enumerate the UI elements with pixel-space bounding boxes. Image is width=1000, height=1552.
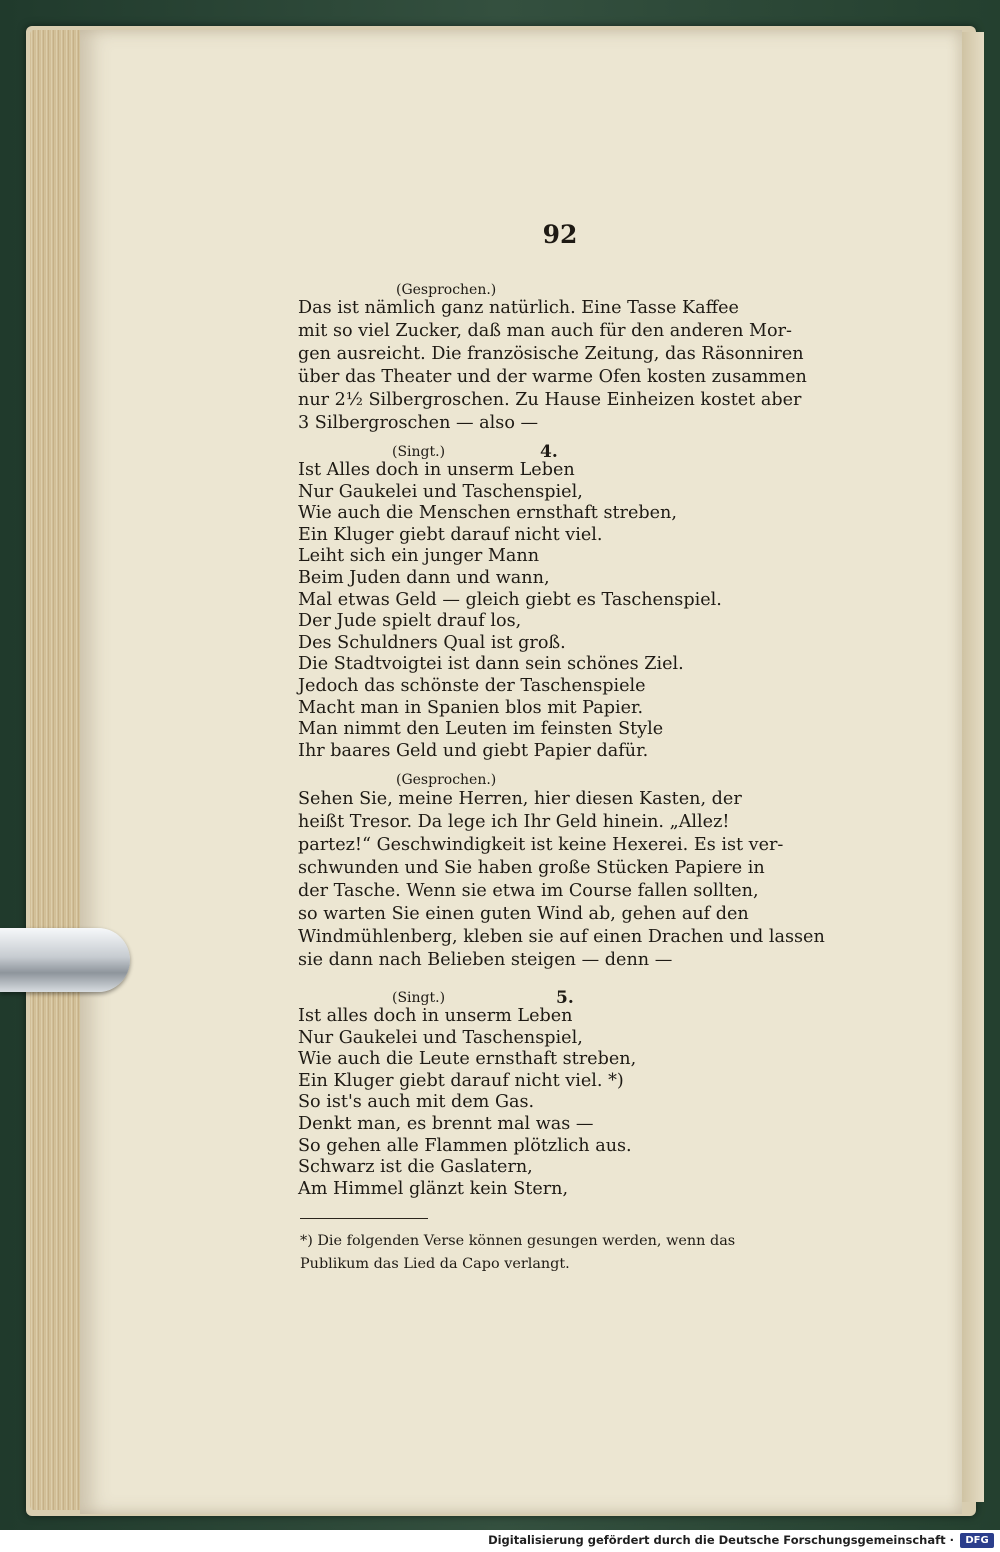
verse-line: Wie auch die Leute ernsthaft streben, xyxy=(298,1049,637,1070)
prose-line: sie dann nach Belieben steigen — denn — xyxy=(298,950,673,970)
verse-line: Ein Kluger giebt darauf nicht viel. xyxy=(298,524,603,545)
paragraph-spoken-1 xyxy=(298,297,843,435)
stage-direction-spoken: (Gesprochen.) xyxy=(396,282,497,298)
verse-line: Am Himmel glänzt kein Stern, xyxy=(298,1178,569,1199)
prose-line: mit so viel Zucker, daß man auch für den anderen Mor- xyxy=(298,321,792,341)
verse-line: Beim Juden dann und wann, xyxy=(298,567,550,588)
prose-line: der Tasche. Wenn sie etwa im Course fallen sollten, xyxy=(298,881,759,901)
verse-line: Nur Gaukelei und Taschenspiel, xyxy=(298,481,583,502)
verse-line: So ist's auch mit dem Gas. xyxy=(298,1092,535,1113)
verse-line: Jedoch das schönste der Taschenspiele xyxy=(298,675,646,696)
verse-line: Wie auch die Menschen ernsthaft streben, xyxy=(298,503,677,524)
page-clip xyxy=(0,928,130,992)
stanza-5 xyxy=(298,1006,636,1200)
verse-line: Macht man in Spanien blos mit Papier. xyxy=(298,697,644,718)
stage-direction-sung: (Singt.) xyxy=(392,444,446,460)
verse-line: Ihr baares Geld und giebt Papier dafür. xyxy=(298,740,649,761)
stage-direction-sung: (Singt.) xyxy=(392,990,446,1006)
footer-bar xyxy=(0,1530,1000,1552)
prose-line: Windmühlenberg, kleben sie auf einen Drachen und lassen xyxy=(298,927,825,947)
verse-line: Man nimmt den Leuten im feinsten Style xyxy=(298,719,664,740)
stanza-number: 5. xyxy=(556,988,574,1008)
verse-line: Die Stadtvoigtei ist dann sein schönes Ziel. xyxy=(298,654,684,675)
stanza-4 xyxy=(298,460,722,762)
stanza-number: 4. xyxy=(540,442,558,462)
page-number: 92 xyxy=(542,220,578,249)
verse-line: Ist alles doch in unserm Leben xyxy=(298,1006,573,1026)
verse-line: Leiht sich ein junger Mann xyxy=(298,546,540,567)
verse-line: So gehen alle Flammen plötzlich aus. xyxy=(298,1135,632,1156)
footnote-line: Publikum das Lied da Capo verlangt. xyxy=(300,1256,570,1272)
verse-line: Des Schuldners Qual ist groß. xyxy=(298,632,566,653)
funding-credit: Digitalisierung gefördert durch die Deutsche Forschungsgemeinschaft · xyxy=(488,1533,954,1547)
footnote xyxy=(300,1230,845,1276)
verse-line: Denkt man, es brennt mal was — xyxy=(298,1113,594,1134)
verse-line: Ein Kluger giebt darauf nicht viel. *) xyxy=(298,1070,624,1091)
stage-direction-spoken: (Gesprochen.) xyxy=(396,772,497,788)
footnote-rule xyxy=(300,1218,428,1219)
facing-page-edge xyxy=(962,32,984,1502)
verse-line: Ist Alles doch in unserm Leben xyxy=(298,460,575,480)
verse-line: Nur Gaukelei und Taschenspiel, xyxy=(298,1027,583,1048)
verse-line: Der Jude spielt drauf los, xyxy=(298,611,522,632)
footnote-line: *) Die folgenden Verse können gesungen werden, wenn das xyxy=(300,1233,736,1249)
verse-line: Schwarz ist die Gaslatern, xyxy=(298,1157,533,1178)
prose-line: schwunden und Sie haben große Stücken Papiere in xyxy=(298,858,765,878)
prose-line: über das Theater und der warme Ofen kosten zusammen xyxy=(298,367,807,387)
prose-line: Sehen Sie, meine Herren, hier diesen Kasten, der xyxy=(298,789,742,809)
prose-line: 3 Silbergroschen — also — xyxy=(298,413,539,433)
dfg-logo: DFG xyxy=(960,1533,994,1548)
prose-line: gen ausreicht. Die französische Zeitung, das Räsonniren xyxy=(298,344,804,364)
prose-line: so warten Sie einen guten Wind ab, gehen auf den xyxy=(298,904,749,924)
page-edges xyxy=(30,30,82,1510)
prose-line: nur 2½ Silbergroschen. Zu Hause Einheizen kostet aber xyxy=(298,390,802,410)
paragraph-spoken-2 xyxy=(298,788,843,972)
prose-line: Das ist nämlich ganz natürlich. Eine Tasse Kaffee xyxy=(298,298,739,318)
book-page xyxy=(80,30,962,1514)
prose-line: partez!“ Geschwindigkeit ist keine Hexerei. Es ist ver- xyxy=(298,835,784,855)
verse-line: Mal etwas Geld — gleich giebt es Taschenspiel. xyxy=(298,589,722,610)
prose-line: heißt Tresor. Da lege ich Ihr Geld hinein. „Allez! xyxy=(298,812,730,832)
